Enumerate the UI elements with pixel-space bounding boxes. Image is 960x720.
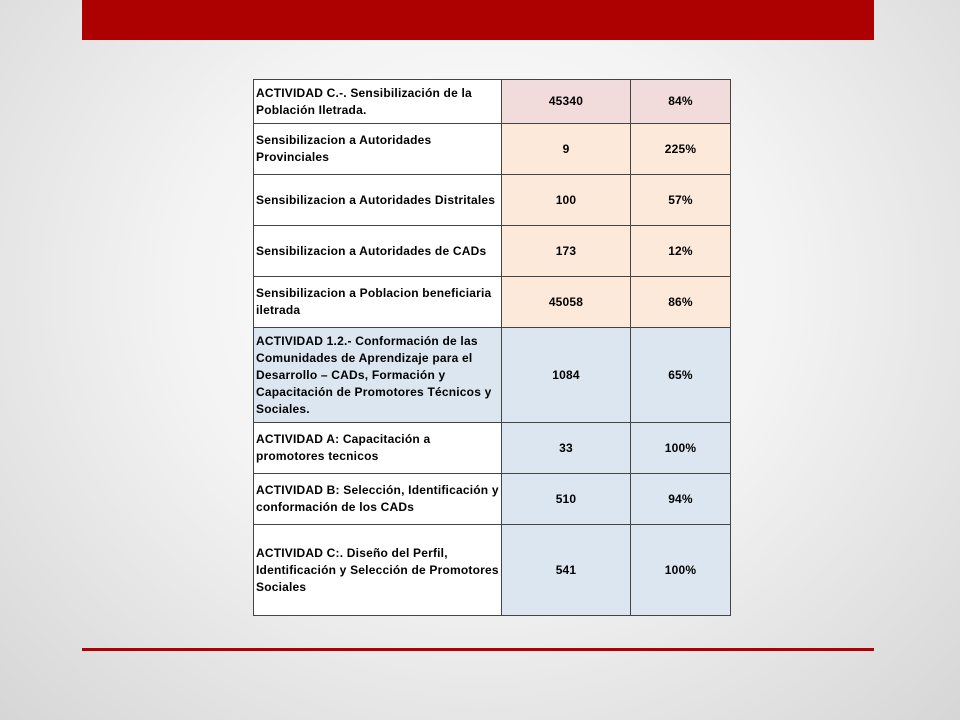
row-percent: 84%: [631, 80, 731, 124]
row-label: ACTIVIDAD C:. Diseño del Perfil, Identificación y Selección de Promotores Sociales: [254, 525, 502, 616]
row-value: 1084: [502, 328, 631, 423]
table-row: [254, 124, 731, 175]
row-label: ACTIVIDAD B: Selección, Identificación y conformación de los CADs: [254, 474, 502, 525]
row-percent: 100%: [631, 525, 731, 616]
table-row: [254, 226, 731, 277]
table-row: [254, 277, 731, 328]
row-value: 33: [502, 423, 631, 474]
row-value: 45340: [502, 80, 631, 124]
row-percent: 57%: [631, 175, 731, 226]
row-percent: 65%: [631, 328, 731, 423]
row-value: 45058: [502, 277, 631, 328]
row-percent: 12%: [631, 226, 731, 277]
row-label: Sensibilizacion a Autoridades Provinciales: [254, 124, 502, 175]
row-value: 9: [502, 124, 631, 175]
table-row: [254, 474, 731, 525]
table-row: [254, 80, 731, 124]
table-row: [254, 175, 731, 226]
row-value: 510: [502, 474, 631, 525]
row-label: Sensibilizacion a Autoridades de CADs: [254, 226, 502, 277]
header-bar: [82, 0, 874, 40]
row-label: ACTIVIDAD 1.2.- Conformación de las Comunidades de Aprendizaje para el Desarrollo – CADs, Formación y Capacitación de Promotores Técnicos y Sociales.: [254, 328, 502, 423]
table-row: [254, 423, 731, 474]
row-percent: 94%: [631, 474, 731, 525]
table-row: [254, 328, 731, 423]
row-value: 541: [502, 525, 631, 616]
row-label: Sensibilizacion a Autoridades Distritales: [254, 175, 502, 226]
row-label: ACTIVIDAD A: Capacitación a promotores tecnicos: [254, 423, 502, 474]
row-label: ACTIVIDAD C.-. Sensibilización de la Población Iletrada.: [254, 80, 502, 124]
row-percent: 100%: [631, 423, 731, 474]
table-row: [254, 525, 731, 616]
footer-divider: [82, 648, 874, 651]
row-percent: 225%: [631, 124, 731, 175]
activities-table: [253, 79, 731, 616]
row-percent: 86%: [631, 277, 731, 328]
row-value: 100: [502, 175, 631, 226]
row-label: Sensibilizacion a Poblacion beneficiaria iletrada: [254, 277, 502, 328]
row-value: 173: [502, 226, 631, 277]
